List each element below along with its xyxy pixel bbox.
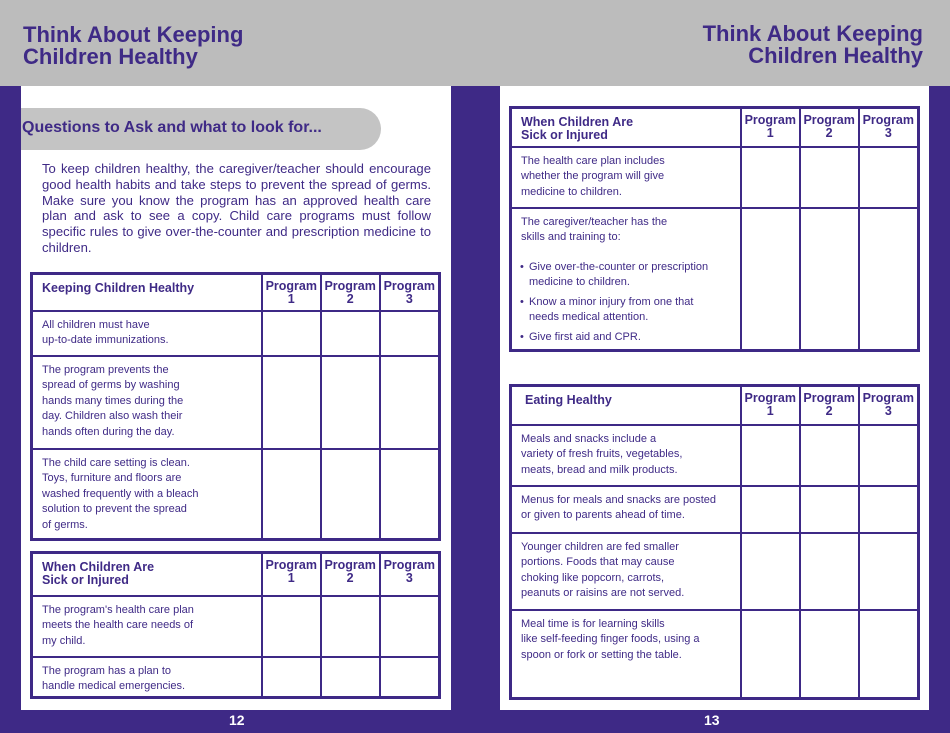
row-description: All children must have up-to-date immunizations. xyxy=(32,311,262,356)
left-page-margin-bar xyxy=(0,86,21,733)
checklist-cell[interactable] xyxy=(321,657,380,698)
program-2-header: Program 2 xyxy=(800,108,859,147)
checklist-cell[interactable] xyxy=(800,147,859,208)
table-header-row xyxy=(511,108,919,147)
program-1-header: Program 1 xyxy=(741,386,800,425)
table-header-row xyxy=(32,274,440,311)
table-header-row xyxy=(32,553,440,596)
left-page-title: Think About Keeping Children Healthy xyxy=(23,22,244,69)
page-number-left: 12 xyxy=(229,712,245,728)
checklist-cell[interactable] xyxy=(800,610,859,699)
program-1-header: Program 1 xyxy=(262,274,321,311)
table-row xyxy=(32,449,440,540)
eating-healthy-table xyxy=(509,384,920,700)
table-header-row xyxy=(511,386,919,425)
checklist-cell[interactable] xyxy=(380,449,440,540)
table-row xyxy=(32,657,440,698)
table-header: When Children Are Sick or Injured xyxy=(32,553,262,596)
row-description: Younger children are fed smaller portions. Foods that may cause choking like popcorn, carrots, peanuts or raisins are not served. xyxy=(511,533,741,610)
sick-or-injured-table-right xyxy=(509,106,920,352)
table-row xyxy=(32,311,440,356)
checklist-cell[interactable] xyxy=(321,449,380,540)
checklist-cell[interactable] xyxy=(741,486,800,533)
right-page-margin-bar xyxy=(929,86,950,733)
checklist-cell[interactable] xyxy=(321,596,380,657)
program-3-header: Program 3 xyxy=(380,274,440,311)
checklist-cell[interactable] xyxy=(741,533,800,610)
row-description xyxy=(511,208,741,351)
checklist-cell[interactable] xyxy=(859,486,919,533)
checklist-cell[interactable] xyxy=(859,147,919,208)
intro-paragraph: To keep children healthy, the caregiver/teacher should encourage good health habits and take steps to prevent the spread of germs. Make sure you know the program has an approved health care plan and ask to see a copy. Child care programs must follow specific rules to give over-the-counter and prescription medicine to children. xyxy=(42,161,431,255)
skills-intro: The caregiver/teacher has the skills and training to: xyxy=(521,215,668,243)
checklist-cell[interactable] xyxy=(741,610,800,699)
left-page-gutter-bar xyxy=(451,86,475,733)
right-page xyxy=(475,0,950,733)
checklist-cell[interactable] xyxy=(800,425,859,486)
list-item: • Know a minor injury from one that needs medical attention. xyxy=(521,295,732,326)
checklist-cell[interactable] xyxy=(380,311,440,356)
program-1-header: Program 1 xyxy=(741,108,800,147)
checklist-cell[interactable] xyxy=(262,356,321,449)
table-row xyxy=(511,610,919,699)
checklist-cell[interactable] xyxy=(800,208,859,351)
table-row xyxy=(32,596,440,657)
right-page-title: Think About Keeping Children Healthy xyxy=(702,21,923,68)
program-2-header: Program 2 xyxy=(321,553,380,596)
table-header: Keeping Children Healthy xyxy=(32,274,262,311)
checklist-cell[interactable] xyxy=(741,208,800,351)
program-3-header: Program 3 xyxy=(380,553,440,596)
table-row xyxy=(511,533,919,610)
table-row xyxy=(511,425,919,486)
table-row xyxy=(511,147,919,208)
checklist-cell[interactable] xyxy=(262,449,321,540)
table-row xyxy=(511,486,919,533)
row-description: Menus for meals and snacks are posted or given to parents ahead of time. xyxy=(511,486,741,533)
checklist-cell[interactable] xyxy=(380,657,440,698)
program-1-header: Program 1 xyxy=(262,553,321,596)
checklist-cell[interactable] xyxy=(262,657,321,698)
program-3-header: Program 3 xyxy=(859,108,919,147)
page-number-right: 13 xyxy=(704,712,720,728)
table-header: When Children Are Sick or Injured xyxy=(511,108,741,147)
program-2-header: Program 2 xyxy=(800,386,859,425)
row-description: The program has a plan to handle medical emergencies. xyxy=(32,657,262,698)
sick-or-injured-table-left xyxy=(30,551,441,699)
checklist-cell[interactable] xyxy=(741,147,800,208)
checklist-cell[interactable] xyxy=(859,425,919,486)
checklist-cell[interactable] xyxy=(262,596,321,657)
checklist-cell[interactable] xyxy=(380,596,440,657)
checklist-cell[interactable] xyxy=(859,533,919,610)
list-item: • Give first aid and CPR. xyxy=(521,330,732,346)
skills-list xyxy=(521,260,732,346)
checklist-cell[interactable] xyxy=(321,311,380,356)
checklist-cell[interactable] xyxy=(262,311,321,356)
checklist-cell[interactable] xyxy=(741,425,800,486)
right-page-gutter-bar xyxy=(475,86,500,733)
checklist-cell[interactable] xyxy=(380,356,440,449)
keeping-children-healthy-table xyxy=(30,272,441,541)
program-3-header: Program 3 xyxy=(859,386,919,425)
program-2-header: Program 2 xyxy=(321,274,380,311)
checklist-cell[interactable] xyxy=(800,486,859,533)
table-row xyxy=(511,208,919,351)
row-description: Meals and snacks include a variety of fresh fruits, vegetables, meats, bread and milk products. xyxy=(511,425,741,486)
section-heading: Questions to Ask and what to look for... xyxy=(22,119,322,136)
row-description: The health care plan includes whether the program will give medicine to children. xyxy=(511,147,741,208)
row-description: The program's health care plan meets the health care needs of my child. xyxy=(32,596,262,657)
checklist-cell[interactable] xyxy=(859,610,919,699)
checklist-cell[interactable] xyxy=(800,533,859,610)
table-row xyxy=(32,356,440,449)
list-item: • Give over-the-counter or prescription medicine to children. xyxy=(521,260,732,291)
table-header: Eating Healthy xyxy=(511,386,741,425)
row-description: Meal time is for learning skills like self-feeding finger foods, using a spoon or fork or setting the table. xyxy=(511,610,741,699)
checklist-cell[interactable] xyxy=(321,356,380,449)
row-description: The program prevents the spread of germs by washing hands many times during the day. Children also wash their hands often during the day. xyxy=(32,356,262,449)
row-description: The child care setting is clean. Toys, furniture and floors are washed frequently with a bleach solution to prevent the spread of germs. xyxy=(32,449,262,540)
checklist-cell[interactable] xyxy=(859,208,919,351)
